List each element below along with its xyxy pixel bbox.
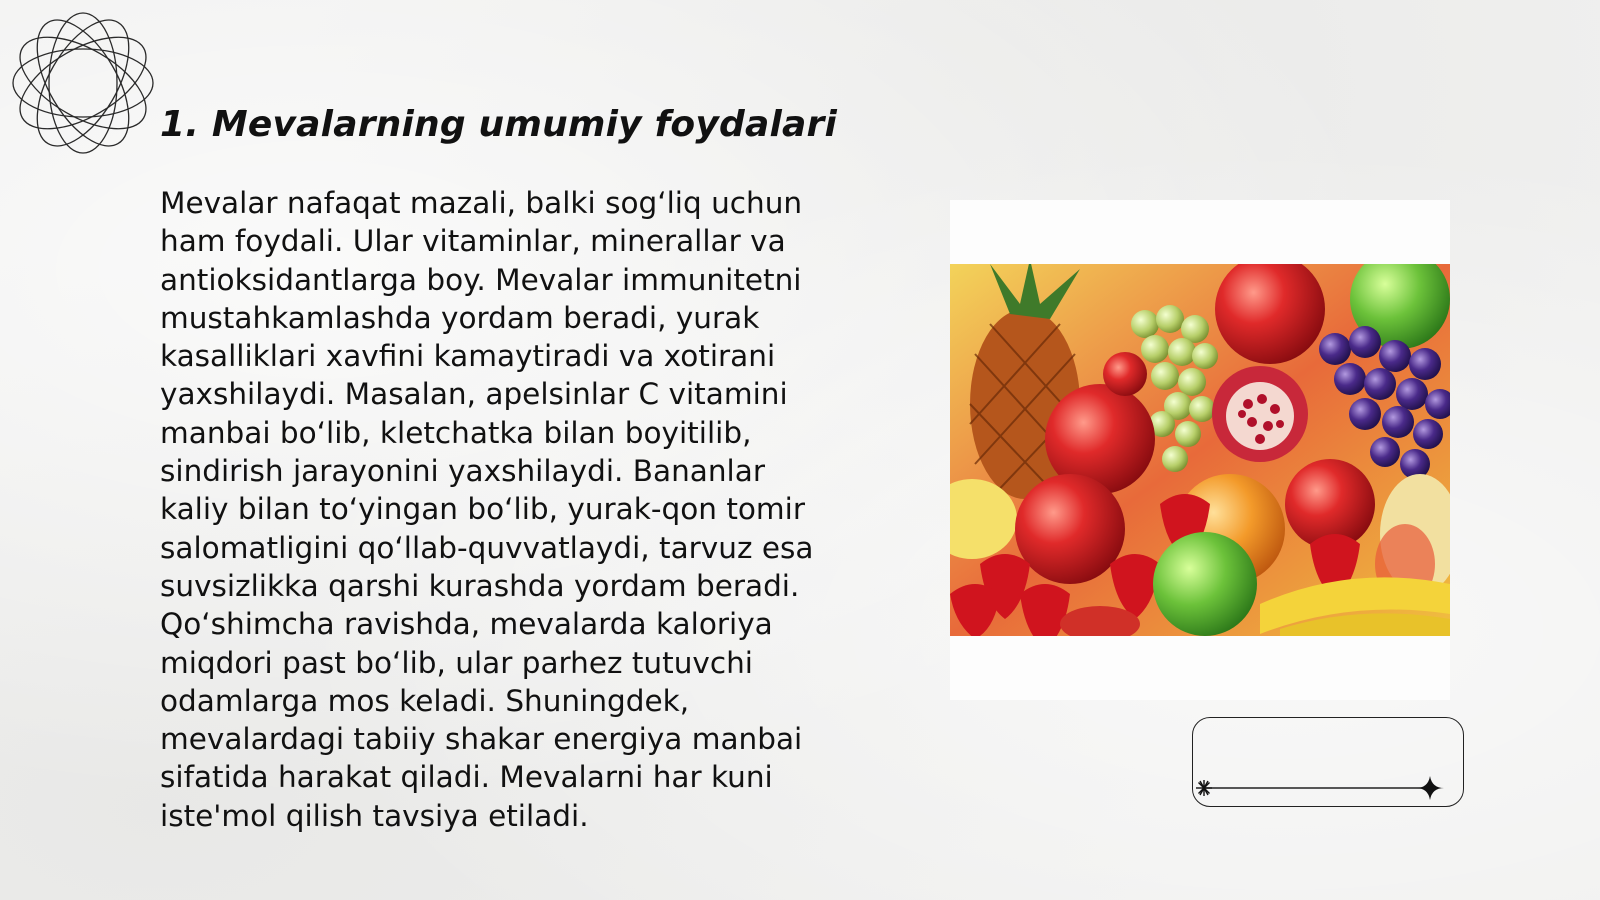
orbit-rings-icon [10, 10, 156, 156]
slide-body-text: Mevalar nafaqat mazali, balki sog‘liq uchun ham foydali. Ular vitaminlar, minerallar va antioksidantlarga boy. Mevalar immunitetni mustahkamlashda yordam beradi, yurak kasalliklari xavfini kamaytiradi va xotirani yaxshilaydi. Masalan, apelsinlar C vitamini manbai bo‘lib, kletchatka bilan boyitilib, sindirish jarayonini yaxshilaydi. Bananlar kaliy bilan to‘yingan bo‘lib, yurak-qon tomir salomatligini qo‘llab-quvvatlaydi, tarvuz esa suvsizlikka qarshi kurashda yordam beradi. Qo‘shimcha ravishda, mevalarda kaloriya miqdori past bo‘lib, ular parhez tutuvchi odamlarga mos keladi. Shuningdek, mevalardagi tabiiy shakar energiya manbai sifatida harakat qiladi. Mevalarni har kuni iste'mol qilish tavsiya etiladi. [160, 186, 814, 833]
fruit-photo-frame [950, 200, 1450, 700]
slide-title: 1. Mevalarning umumiy foydalari [160, 104, 838, 145]
starburst-icon [1196, 780, 1212, 796]
fruit-photo [950, 264, 1450, 636]
sparkle-icon [1416, 776, 1444, 800]
decorative-line [1192, 768, 1464, 808]
